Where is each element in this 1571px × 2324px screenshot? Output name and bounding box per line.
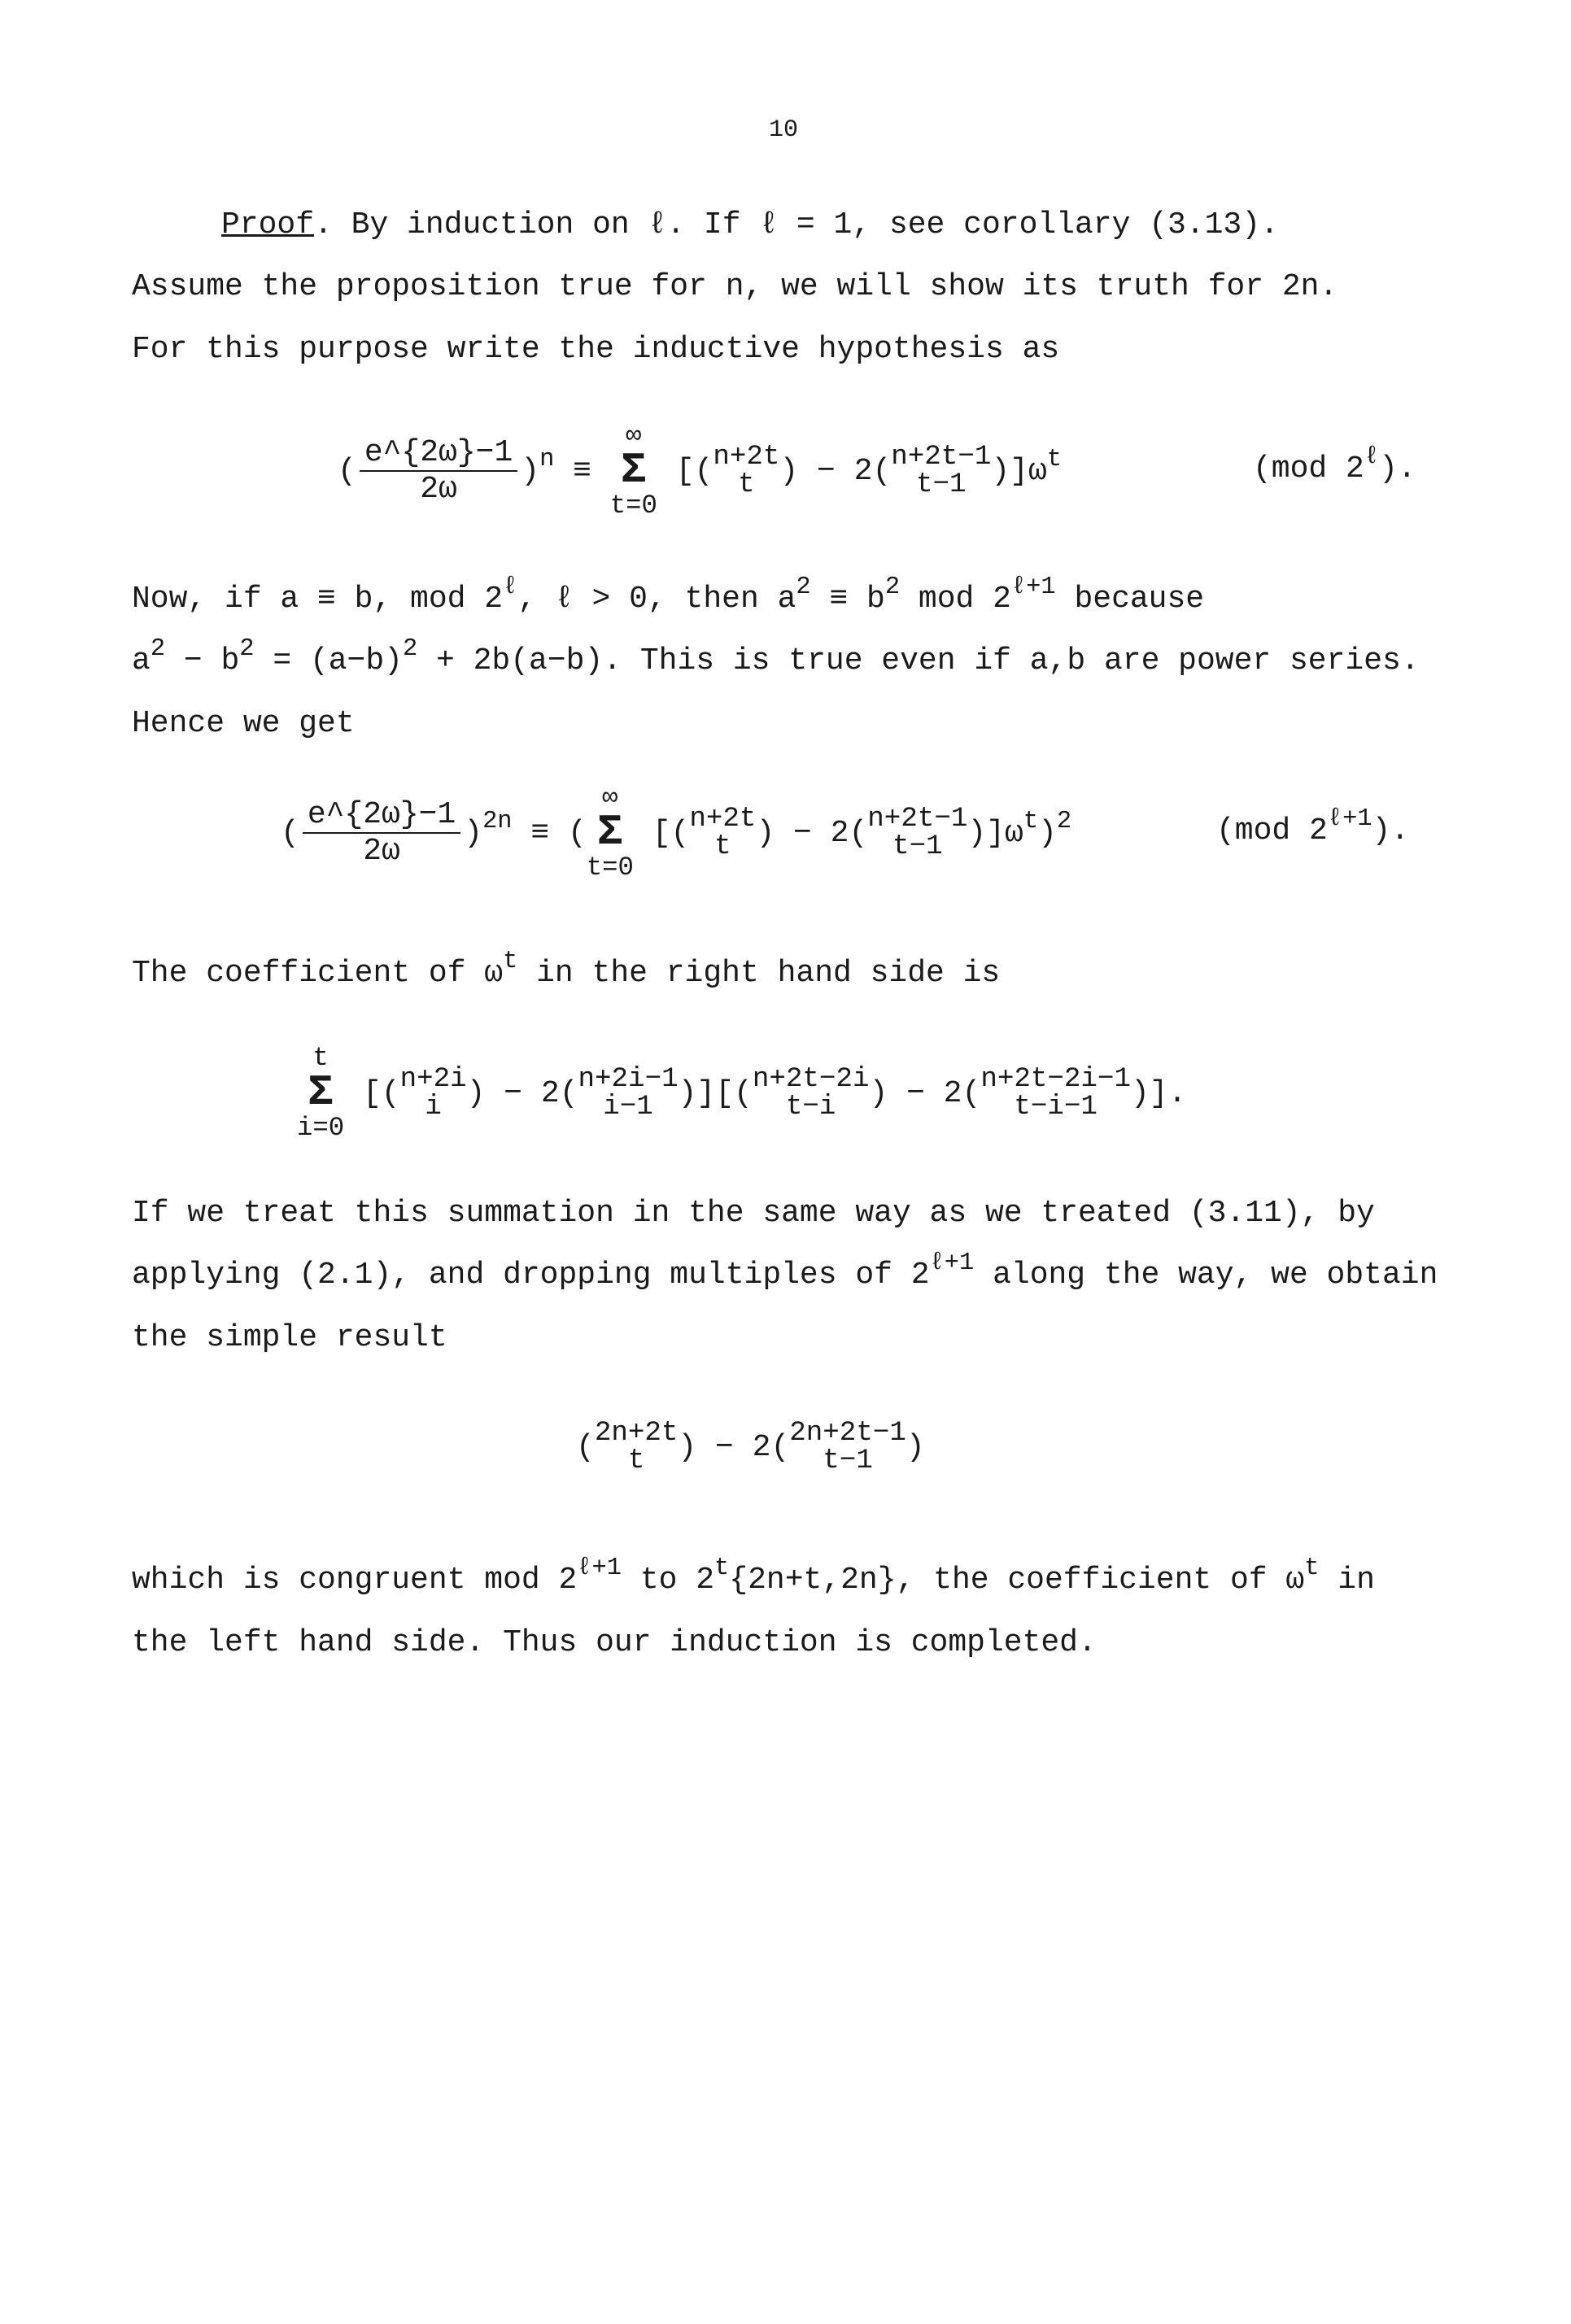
eq1-fraction: $\frac{e\^{}\{2\omega\}-1}{2\omega}$ <box>360 435 517 507</box>
para2-line-3: Hence we get <box>132 706 355 741</box>
eq3-binom-1: n+2i i <box>399 1063 467 1123</box>
para4-line-1: If we treat this summation in the same way as we treated (3.11), by <box>132 1196 1375 1231</box>
eq4-binom-2: 2n+2t−1 t−1 <box>789 1418 906 1477</box>
proof-label: Proof <box>221 207 315 242</box>
eq3-binom-2: n+2i−1 i−1 <box>578 1063 679 1123</box>
para5-line-2: the left hand side. Thus our induction is completed. <box>132 1625 1097 1660</box>
proof-line-1-text: . By induction on ℓ. If ℓ = 1, see corollary (3.13). <box>314 207 1279 242</box>
equation-3: t Σ i=0 [( n+2i i ) − 2( n+2i−1 i−1 )][( n+2t−2i t−i ) − 2( n+2t−2i−1 t−i−1 )]. <box>297 1043 1187 1143</box>
para3-line-1: The coefficient of $\omega^t$ in the right hand side is <box>132 948 1001 991</box>
eq3-sum: t Σ i=0 <box>297 1043 345 1143</box>
eq2-fraction: $\frac{e\^{}\{2\omega\}-1}{2\omega}$ <box>303 797 460 869</box>
eq2-sum: ∞ Σ t=0 <box>586 783 634 883</box>
eq2-binom-1: n+2t t <box>689 803 757 862</box>
eq3-binom-3: n+2t−2i t−i <box>752 1063 870 1123</box>
eq1-mod: (mod $2^\ell$). <box>1253 443 1416 486</box>
para5-line-1: which is congruent mod $2^{\ell+1}$ to $2^t\{2n+t,2n\}$, the coefficient of $\omega^t$ in <box>132 1554 1375 1598</box>
proof-line-3: For this purpose write the inductive hypothesis as <box>132 332 1060 367</box>
eq1-sum: ∞ Σ t=0 <box>609 421 657 521</box>
para4-line-3: the simple result <box>132 1320 447 1355</box>
equation-2: ( $\frac{e\^{}\{2\omega\}-1}{2\omega}$ )$^{2n}$ ≡ ( ∞ Σ t=0 [( n+2t t ) − 2( n+2t−1 t−1 )]$\omega^t)^2$ <box>281 783 1072 883</box>
para4-line-2: applying (2.1), and dropping multiples of $2^{\ell+1}$ along the way, we obtain <box>132 1249 1438 1293</box>
equation-1: ( $\frac{e\^{}\{2\omega\}-1}{2\omega}$ )$^n$ ≡ ∞ Σ t=0 [( n+2t t ) − 2( n+2t−1 t−1 )]$\omega^t$ <box>338 421 1063 521</box>
para2-line-2: $a^2 - b^2 = (a-b)^2 + 2b(a-b)$. This is true even if a,b are power series. <box>132 635 1420 678</box>
equation-4: ( 2n+2t t ) − 2( 2n+2t−1 t−1 ) <box>576 1418 925 1477</box>
eq2-mod: (mod $2^{\ell+1}$). <box>1216 805 1410 848</box>
eq1-binom-1: n+2t t <box>713 441 780 500</box>
proof-line-1 <box>221 205 1279 246</box>
para2-line-1: Now, if a ≡ b, mod $2^\ell$, ℓ > 0, then $a^2 \equiv b^2$ mod $2^{\ell+1}$ because <box>132 573 1205 617</box>
eq1-binom-2: n+2t−1 t−1 <box>891 441 992 500</box>
proof-line-2: Assume the proposition true for n, we will show its truth for 2n. <box>132 269 1338 304</box>
eq2-binom-2: n+2t−1 t−1 <box>867 803 968 862</box>
eq4-binom-1: 2n+2t t <box>594 1418 679 1477</box>
page-number: 10 <box>769 116 799 144</box>
eq3-binom-4: n+2t−2i−1 t−i−1 <box>980 1063 1131 1123</box>
